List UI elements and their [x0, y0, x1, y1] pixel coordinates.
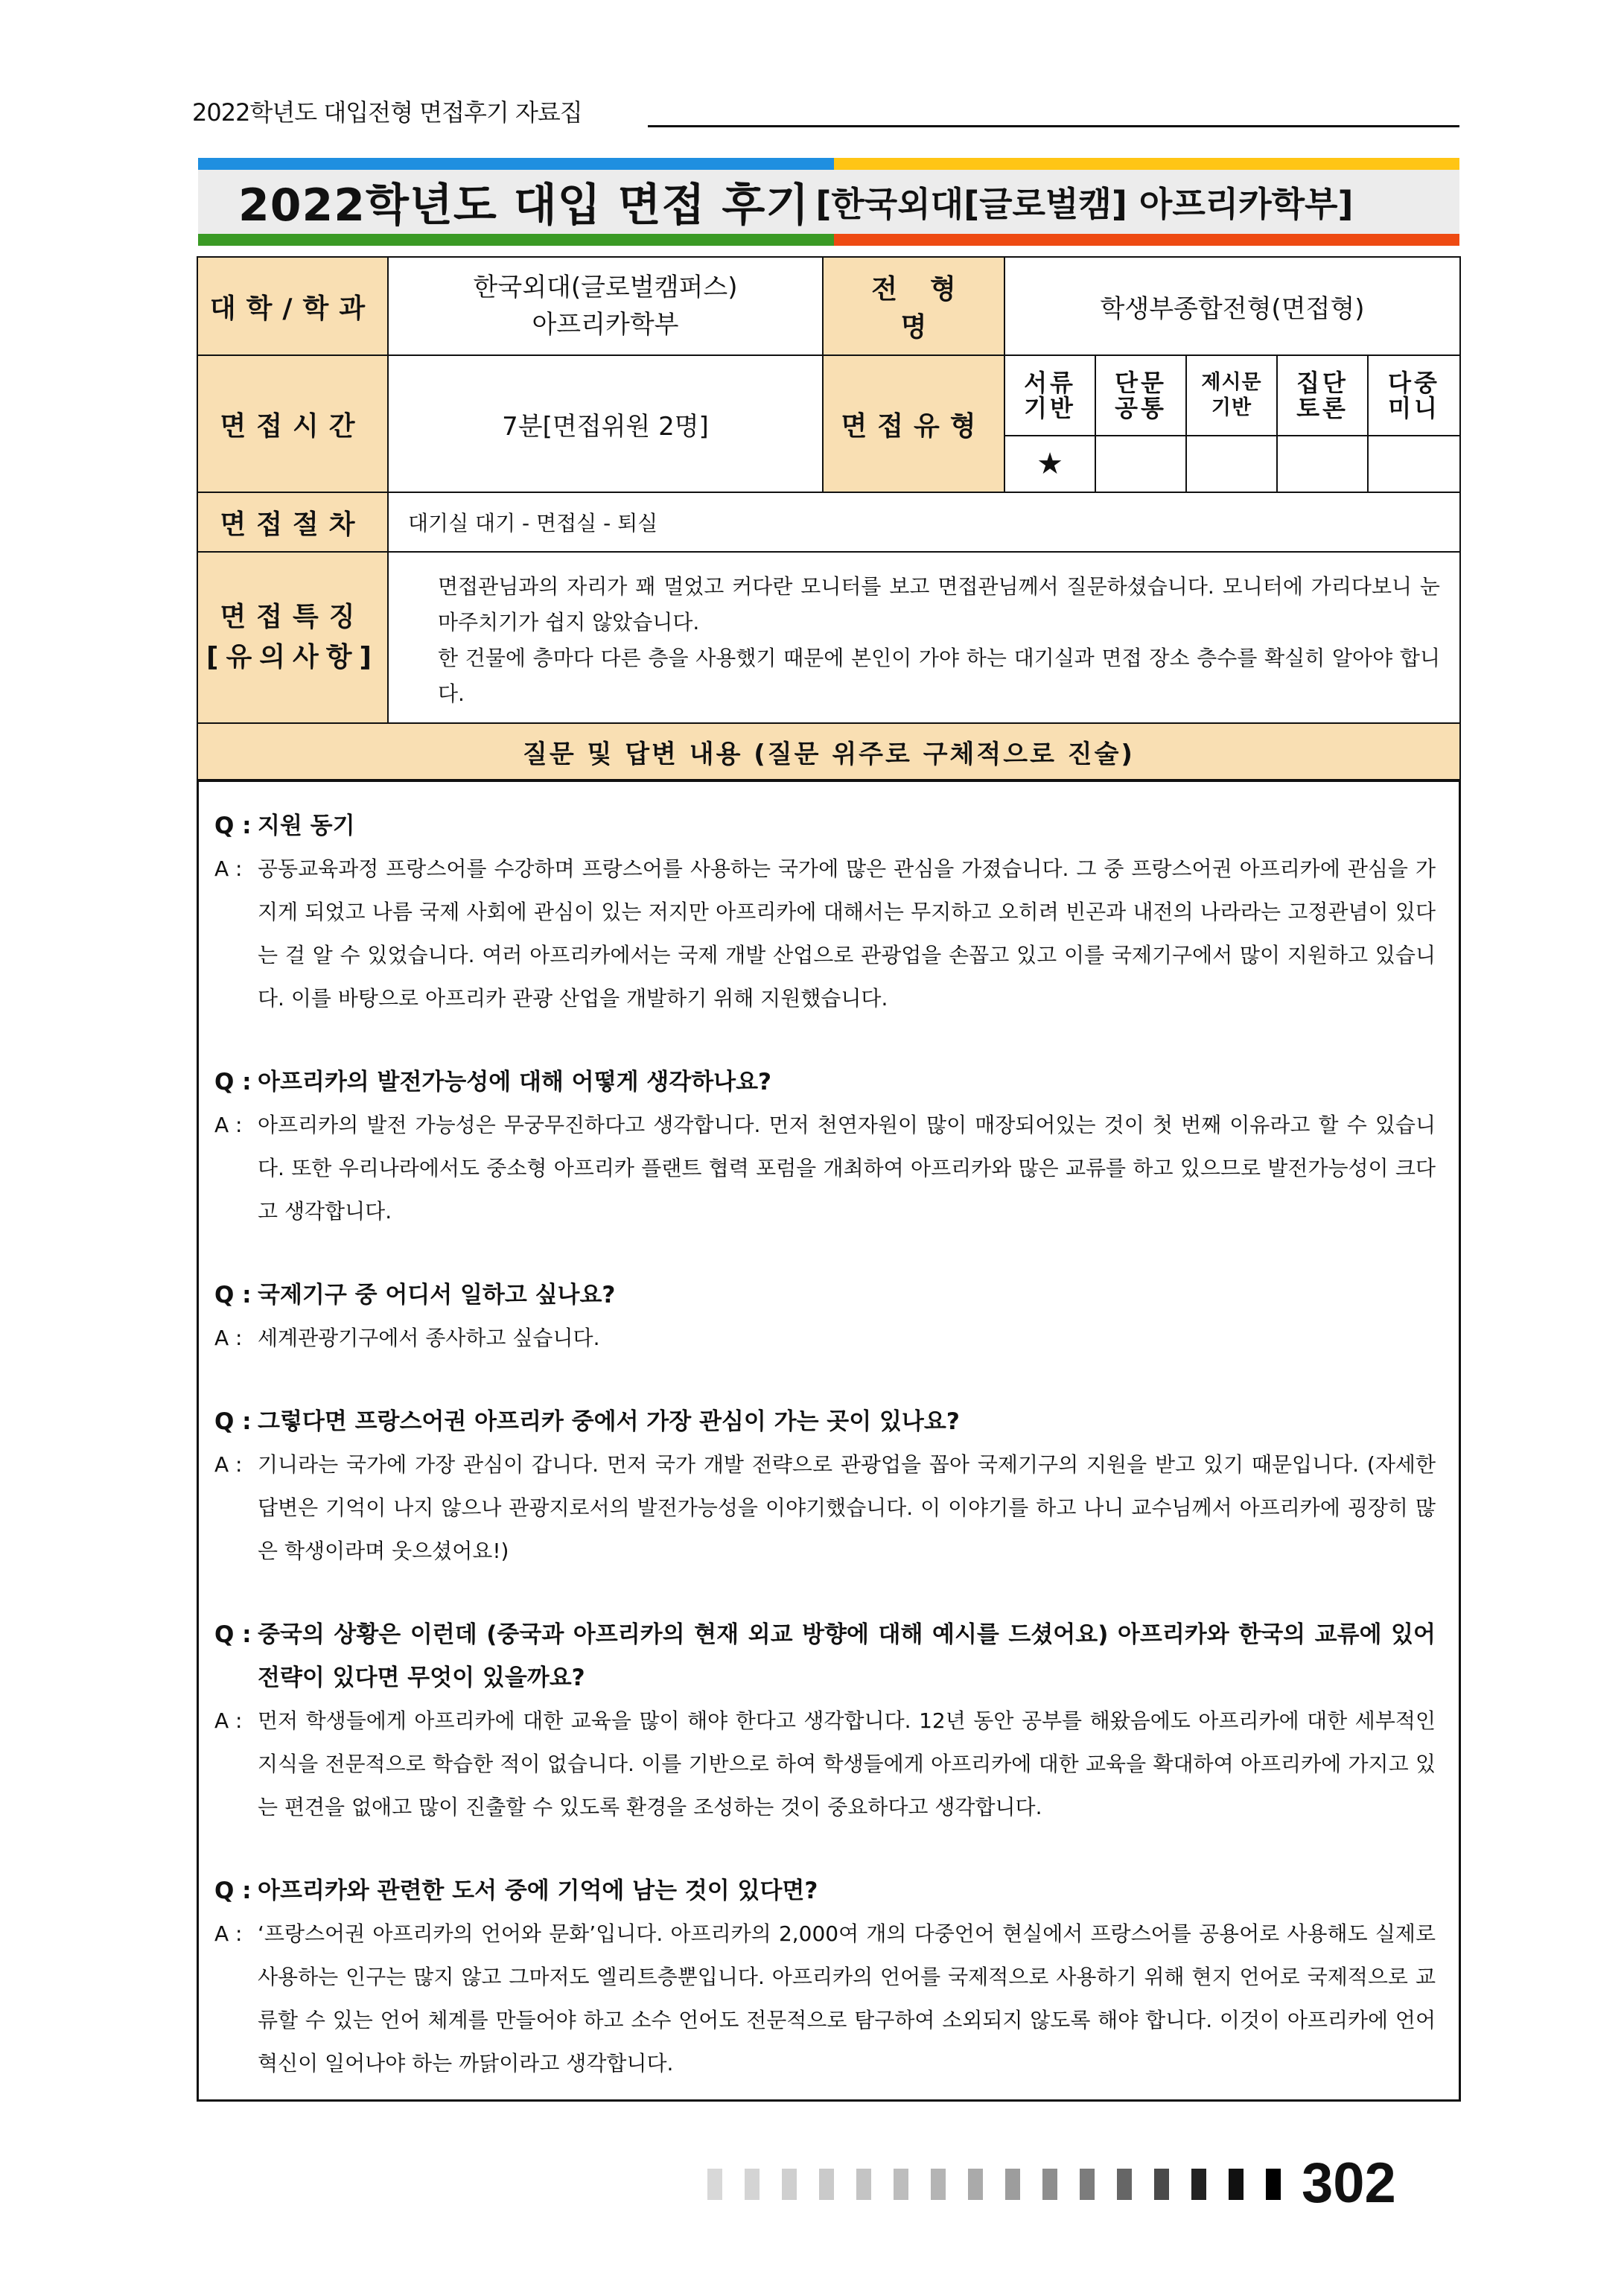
qa-section-header: 질문 및 답변 내용 (질문 위주로 구체적으로 진술) [197, 722, 1461, 782]
page-marker-square [1042, 2169, 1057, 2200]
page-marker-square [968, 2169, 983, 2200]
features-notes [387, 551, 1461, 724]
page-marker-square [856, 2169, 871, 2200]
banner-band-blue [198, 158, 834, 170]
univ-line-1: 한국외대(글로벌캠퍼스) [473, 273, 738, 302]
format-passage-based: 제시문 기반 [1185, 354, 1278, 436]
diamond-bullet-icon [407, 640, 438, 712]
format-document-based: 서류 기반 [1004, 354, 1096, 436]
question: Q : 지원 동기 [214, 812, 355, 839]
page-marker-square [1154, 2169, 1169, 2200]
page-marker-square [1005, 2169, 1020, 2200]
page-marker-square [782, 2169, 797, 2200]
answer: A : 먼저 학생들에게 아프리카에 대한 교육을 많이 해야 한다고 생각합니다. 12년 동안 공부를 해왔음에도 아프리카에 대한 세부적인 지식을 전문적으로 학습한 적이 없습니다. 이를 기반으로 하여 학생들에게 아프리카에 대한 교육을 확대하여 아프리카에 가지고 있는 편견을 없애고 많이 진출할 수 있도록 환경을 조성하는 것이 중요하다고 생각합니다. [214, 1708, 1436, 1819]
page-marker-square [1080, 2169, 1095, 2200]
page-marker-square [745, 2169, 760, 2200]
answer: A : ‘프랑스어권 아프리카의 언어와 문화’입니다. 아프리카의 2,000여 개의 다중언어 현실에서 프랑스어를 공용어로 사용해도 실제로 사용하는 인구는 많지 않고 그마저도 엘리트층뿐입니다. 아프리카의 언어를 국제적으로 사용하기 위해 현지 언어로 국제적으로 교류할 수 있는 언어 체계를 만들어야 하고 소수 언어도 전문적으로 탐구하여 소외되지 않도록 해야 합니다. 이것이 아프리카에 언어 혁신이 일어나야 하는 까닭이라고 생각합니다. [214, 1921, 1436, 2076]
page-marker-square [931, 2169, 946, 2200]
univ-line-2: 아프리카학부 [532, 310, 679, 340]
answer: A : 아프리카의 발전 가능성은 무궁무진하다고 생각합니다. 먼저 천연자원이 많이 매장되어있는 것이 첫 번째 이유라고 할 수 있습니다. 또한 우리나라에서도 중소형 아프리카 플랜트 협력 포럼을 개최하여 아프리카와 많은 교류를 하고 있으므로 발전가능성이 크다고 생각합니다. [214, 1113, 1436, 1224]
format-multi-mini: 다중 미니 [1367, 354, 1461, 436]
feature-note: 면접관님과의 자리가 꽤 멀었고 커다란 모니터를 보고 면접관님께서 질문하셨습니다. 모니터에 가리다보니 눈 마주치기가 쉽지 않았습니다. [407, 569, 1440, 640]
format-mark-empty [1367, 435, 1461, 493]
procedure-value: 대기실 대기 - 면접실 - 퇴실 [387, 492, 1461, 553]
page-marker-square [894, 2169, 908, 2200]
format-group-debate: 집단 토론 [1276, 354, 1369, 436]
univ-value [387, 256, 824, 356]
diamond-bullet-icon [407, 569, 438, 640]
page-marker-square [819, 2169, 834, 2200]
banner-band-yellow [834, 158, 1459, 170]
banner-band-green [198, 234, 834, 246]
header-rule [648, 125, 1459, 127]
banner-title-box [198, 170, 1459, 234]
qa-list [214, 804, 1436, 2085]
page-marker-square [707, 2169, 722, 2200]
format-label: 면접유형 [822, 354, 1005, 493]
page-marker-square [1117, 2169, 1132, 2200]
page-marker-square [1266, 2169, 1281, 2200]
format-short-common: 단문 공통 [1095, 354, 1187, 436]
page-marker-square [1191, 2169, 1206, 2200]
time-label: 면접시간 [197, 354, 389, 493]
question: Q : 아프리카와 관련한 도서 중에 기억에 남는 것이 있다면? [214, 1877, 818, 1904]
procedure-label: 면접절차 [197, 492, 389, 553]
running-header: 2022학년도 대입전형 면접후기 자료집 [192, 98, 582, 127]
time-value: 7분[면접위원 2명] [387, 354, 824, 493]
question: Q : 아프리카의 발전가능성에 대해 어떻게 생각하나요? [214, 1069, 772, 1095]
format-mark-empty [1185, 435, 1278, 493]
banner-title: 2022학년도 대입 면접 후기 [238, 179, 810, 232]
question: Q : 중국의 상황은 이런데 (중국과 아프리카의 현재 외교 방향에 대해 예시를 드셨어요) 아프리카와 한국의 교류에 있어 전략이 있다면 무엇이 있을까요? [214, 1621, 1436, 1691]
univ-label: 대학/학과 [197, 256, 389, 356]
format-mark-star: ★ [1004, 435, 1096, 493]
answer: A : 공동교육과정 프랑스어를 수강하며 프랑스어를 사용하는 국가에 많은 관심을 가졌습니다. 그 중 프랑스어권 아프리카에 관심을 가지게 되었고 나름 국제 사회에 관심이 있는 저지만 아프리카에 대해서는 무지하고 오히려 빈곤과 내전의 나라라는 고정관념이 있다는 걸 알 수 있었습니다. 여러 아프리카에서는 국제 개발 산업으로 관광업을 손꼽고 있고 이를 국제기구에서 많이 지원하고 있습니다. 이를 바탕으로 아프리카 관광 산업을 개발하기 위해 지원했습니다. [214, 856, 1436, 1011]
type-value: 학생부종합전형(면접형) [1004, 256, 1461, 356]
question: Q : 국제기구 중 어디서 일하고 싶나요? [214, 1282, 616, 1308]
question: Q : 그렇다면 프랑스어권 아프리카 중에서 가장 관심이 가는 곳이 있나요? [214, 1408, 960, 1435]
answer: A : 기니라는 국가에 가장 관심이 갑니다. 먼저 국가 개발 전략으로 관광업을 꼽아 국제기구의 지원을 받고 있기 때문입니다. (자세한 답변은 기억이 나지 않으나 관광지로서의 발전가능성을 이야기했습니다. 이 이야기를 하고 나니 교수님께서 아프리카에 굉장히 많은 학생이라며 웃으셨어요!) [214, 1452, 1436, 1563]
format-mark-empty [1095, 435, 1187, 493]
format-mark-empty [1276, 435, 1369, 493]
features-label: 면접특징 [유의사항] [197, 551, 389, 724]
banner-band-red [834, 234, 1459, 246]
page-marker-strip [707, 2169, 1303, 2200]
banner-subtitle: [한국외대[글로벌캠] 아프리카학부] [815, 184, 1354, 224]
page-number: 302 [1302, 2152, 1396, 2215]
page-marker-square [1229, 2169, 1244, 2200]
feature-note: 한 건물에 층마다 다른 층을 사용했기 때문에 본인이 가야 하는 대기실과 면접 장소 층수를 확실히 알아야 합니다. [407, 640, 1440, 712]
answer: A : 세계관광기구에서 종사하고 싶습니다. [214, 1326, 600, 1350]
type-label: 전형명 [822, 256, 1005, 356]
